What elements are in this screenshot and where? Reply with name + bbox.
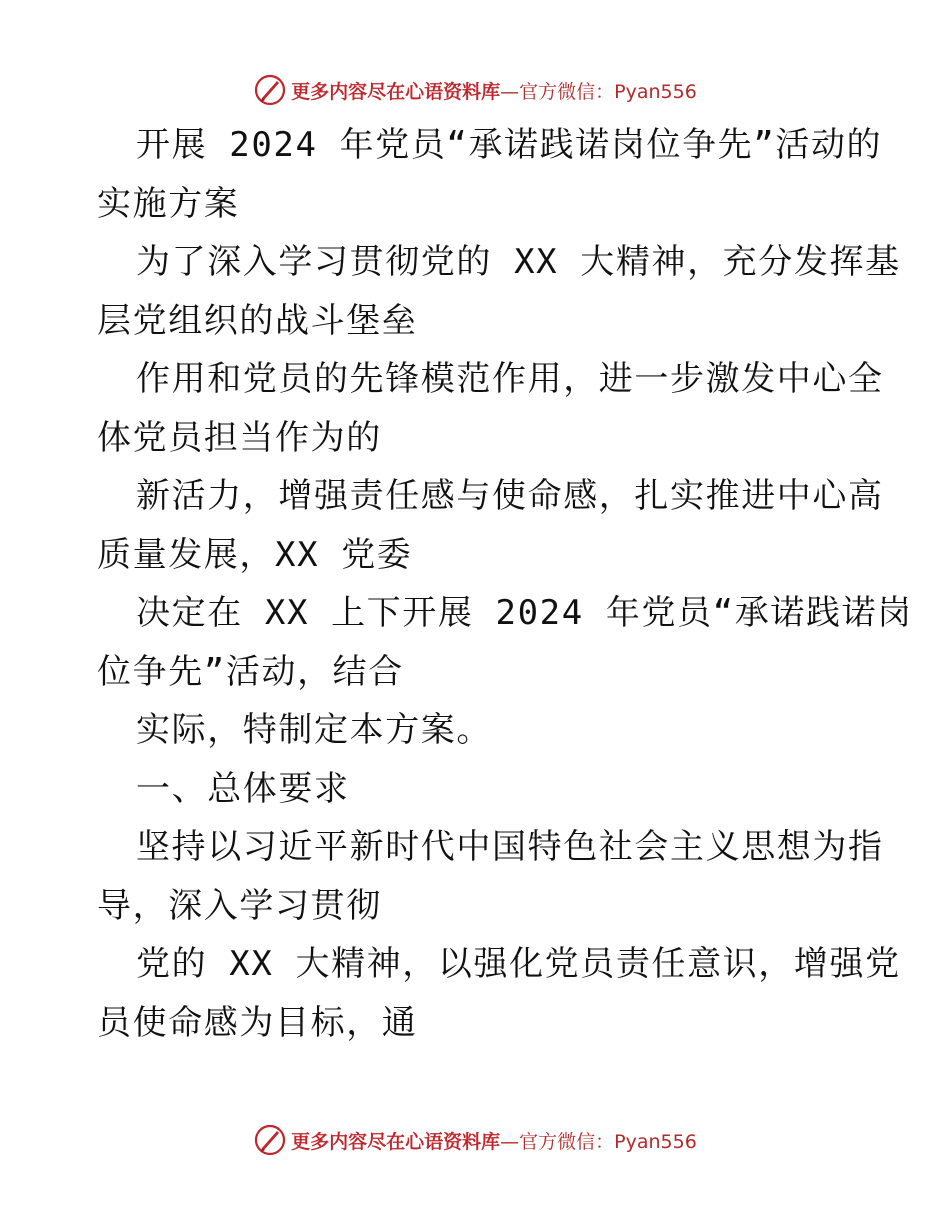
paragraph-line: 坚持以习近平新时代中国特色社会主义思想为指 xyxy=(136,827,884,867)
paragraph-line: 层党组织的战斗堡垒 xyxy=(97,300,418,341)
header-watermark xyxy=(0,70,950,110)
paragraph-line: 为了深入学习贯彻党的 XX 大精神，充分发挥基 xyxy=(136,242,901,282)
header-brand-text: 更多内容尽在心语资料库 xyxy=(291,80,501,103)
paragraph-line: 决定在 XX 上下开展 2024 年党员“承诺践诺岗 xyxy=(136,593,913,633)
quill-logo-icon xyxy=(253,73,287,107)
paragraph-line: 质量发展，XX 党委 xyxy=(97,534,413,575)
header-wechat-text: —官方微信：Pyan556 xyxy=(500,80,697,103)
paragraph-line: 体党员担当作为的 xyxy=(97,417,382,458)
paragraph-line: 员使命感为目标，通 xyxy=(97,1002,418,1043)
title-line-1: 开展 2024 年党员“承诺践诺岗位争先”活动的 xyxy=(136,125,883,165)
paragraph-line: 实际，特制定本方案。 xyxy=(136,710,492,750)
footer-wechat-text: —官方微信：Pyan556 xyxy=(500,1130,697,1153)
section-heading: 一、总体要求 xyxy=(136,768,350,809)
document-body xyxy=(97,116,913,1052)
footer-brand-text: 更多内容尽在心语资料库 xyxy=(291,1130,501,1153)
paragraph-line: 作用和党员的先锋模范作用，进一步激发中心全 xyxy=(136,359,884,399)
quill-logo-icon xyxy=(253,1123,287,1157)
paragraph-line: 新活力，增强责任感与使命感，扎实推进中心高 xyxy=(136,476,884,516)
footer-watermark xyxy=(0,1120,950,1160)
paragraph-line: 位争先”活动，结合 xyxy=(97,651,404,692)
paragraph-line: 党的 XX 大精神，以强化党员责任意识，增强党 xyxy=(136,944,901,984)
title-line-2: 实施方案 xyxy=(97,183,240,224)
paragraph-line: 导，深入学习贯彻 xyxy=(97,885,382,926)
